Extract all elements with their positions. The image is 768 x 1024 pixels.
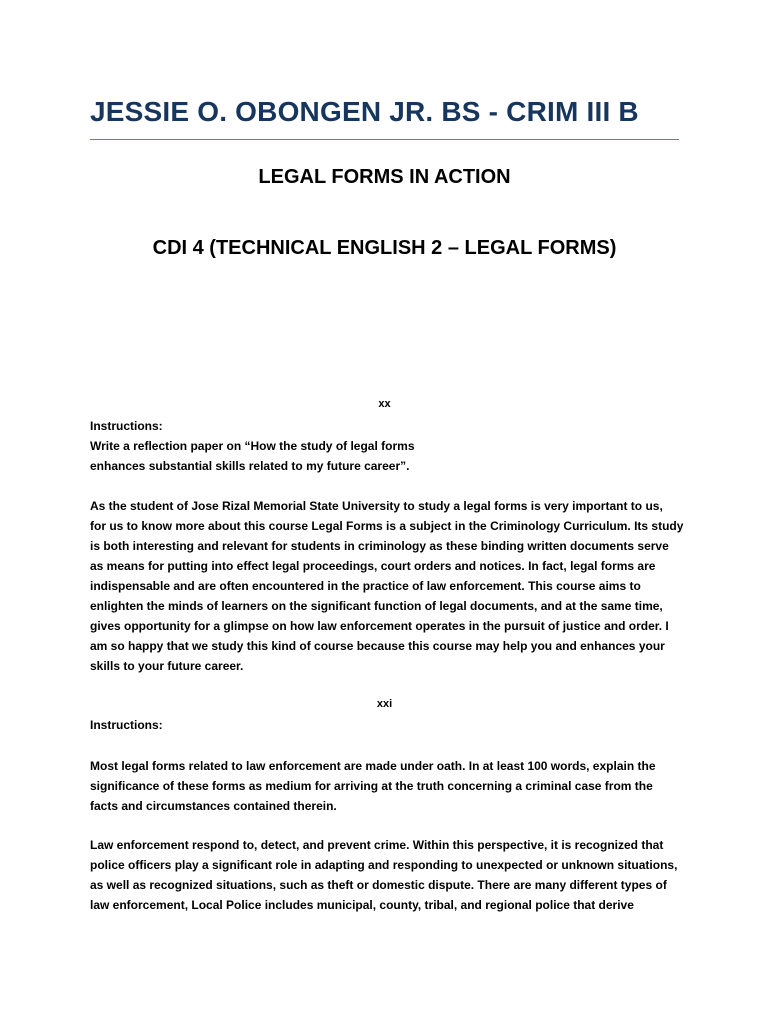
answer-line: skills to your future career. [90,659,244,673]
section-xxi-instructions-label [90,715,680,735]
answer-line: gives opportunity for a glimpse on how law enforcement operates in the pursuit of justice and order. I [90,619,669,633]
answer-line: am so happy that we study this kind of course because this course may help you and enhances your [90,639,665,653]
document-title: JESSIE O. OBONGEN JR. BS - CRIM III B [90,96,639,127]
section-xxi-answer [90,835,680,915]
answer-line: as means for putting into effect legal proceedings, court orders and notices. In fact, legal forms are [90,559,656,573]
prompt-line: Write a reflection paper on “How the study of legal forms [90,439,415,453]
course-heading: CDI 4 (TECHNICAL ENGLISH 2 – LEGAL FORMS) [152,237,617,259]
prompt-line: enhances substantial skills related to my future career”. [90,459,410,473]
instructions-label: Instructions: [90,718,163,732]
prompt-line: Most legal forms related to law enforcement are made under oath. In at least 100 words, explain the [90,759,656,773]
answer-line: enlighten the minds of learners on the significant function of legal documents, and at the same time, [90,599,663,613]
answer-line: as well as recognized situations, such as theft or domestic dispute. There are many different types of [90,878,667,892]
section-xxi-prompt [90,756,680,816]
section-number-xxi: xxi [376,698,393,710]
answer-line: As the student of Jose Rizal Memorial State University to study a legal forms is very important to us, [90,499,663,513]
section-xx-answer [90,496,684,676]
answer-line: for us to know more about this course Legal Forms is a subject in the Criminology Curriculum. Its study [90,519,684,533]
instructions-label: Instructions: [90,419,163,433]
answer-line: police officers play a significant role in adapting and responding to unexpected or unknown situations, [90,858,678,872]
title-divider [90,139,679,140]
prompt-line: facts and circumstances contained therein. [90,799,337,813]
main-heading: LEGAL FORMS IN ACTION [258,166,511,188]
answer-line: law enforcement, Local Police includes municipal, county, tribal, and regional police that derive [90,898,634,912]
section-xx-instructions [90,416,680,476]
answer-line: indispensable and are often encountered in the practice of law enforcement. This course aims to [90,579,641,593]
prompt-line: significance of these forms as medium for arriving at the truth concerning a criminal case from the [90,779,653,793]
answer-line: Law enforcement respond to, detect, and prevent crime. Within this perspective, it is recognized that [90,838,664,852]
answer-line: is both interesting and relevant for students in criminology as these binding written documents serve [90,539,669,553]
section-number-xx: xx [378,398,391,410]
